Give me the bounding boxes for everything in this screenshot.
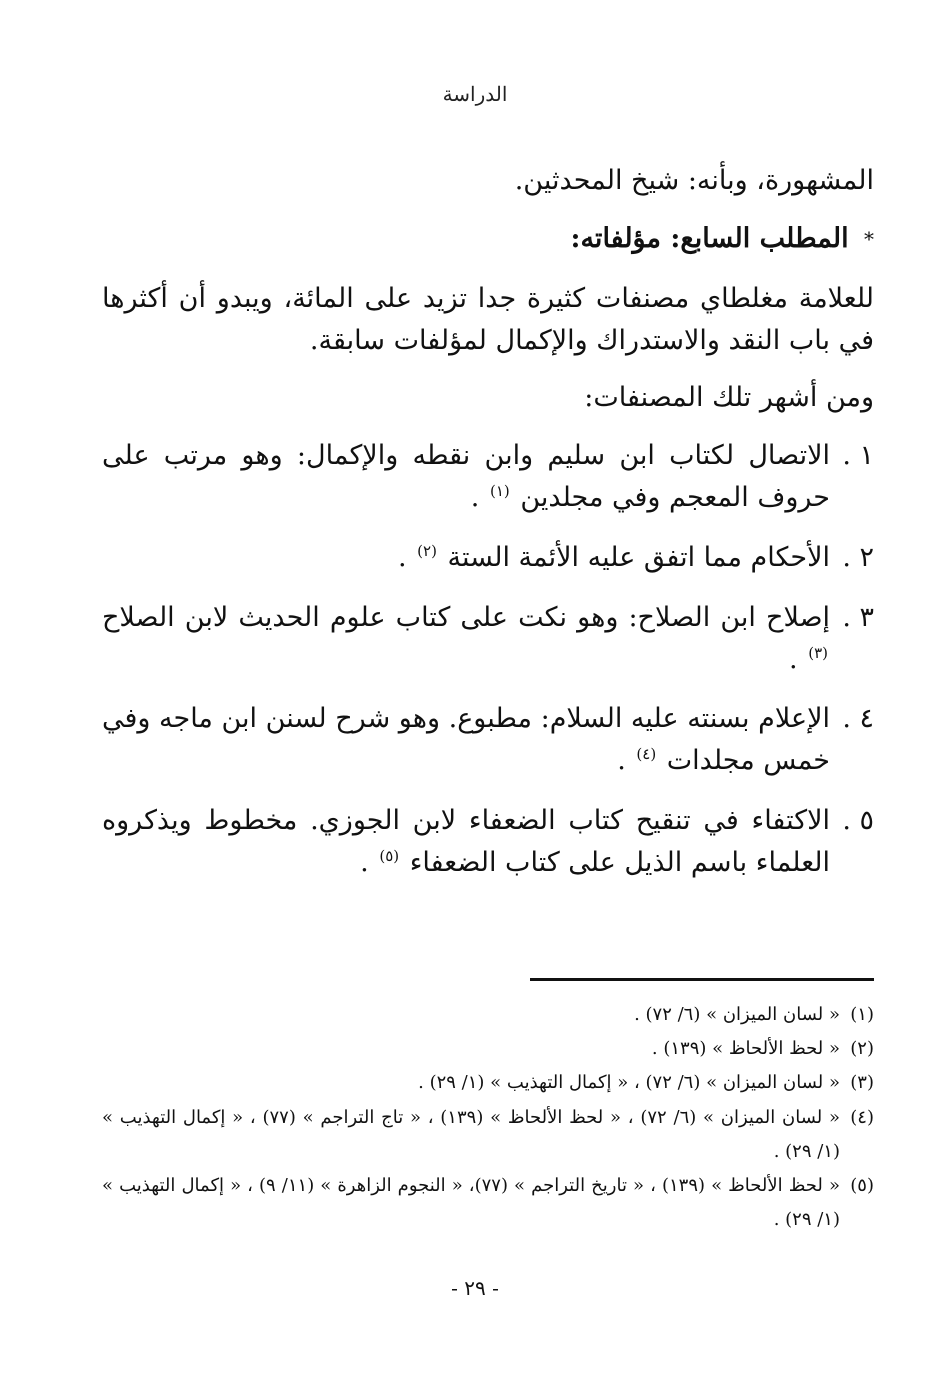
paragraph-overview: للعلامة مغلطاي مصنفات كثيرة جدا تزيد على المائة، ويبدو أن أكثرها في باب النقد والاستدراك والإكمال لمؤلفات سابقة. — [102, 282, 874, 356]
intro-line: المشهورة، وبأنه: شيخ المحدثين. — [514, 165, 874, 196]
footnotes — [102, 998, 874, 1237]
section-title: المطلب السابع: مؤلفاته: — [570, 222, 849, 254]
footnote — [102, 1066, 874, 1100]
list-item — [102, 698, 874, 782]
paragraph-list-intro: ومن أشهر تلك المصنفات: — [584, 382, 874, 414]
footnote-text: « لحظ الألحاظ » (١٣٩) . — [651, 1038, 840, 1060]
page-number: - ٢٩ - — [451, 1276, 499, 1300]
item-number: ١ . — [842, 440, 874, 472]
item-number: ٤ . — [842, 703, 874, 735]
item-body: الاتصال لكتاب ابن سليم وابن نقطه والإكمال: وهو مرتب على حروف المعجم وفي مجلدين — [102, 440, 830, 514]
footnote-ref: (٤) — [636, 745, 657, 764]
footnote — [102, 998, 874, 1032]
item-body: الاكتفاء في تنقيح كتاب الضعفاء لابن الجوزي. مخطوط ويذكروه العلماء باسم الذيل على كتاب الضعفاء — [102, 805, 830, 878]
item-body: الإعلام بسنته عليه السلام: مطبوع. وهو شرح لسنن ابن ماجه وفي خمس مجلدات — [102, 703, 830, 777]
footnote-text: « لسان الميزان » (٦/ ٧٢) ، « لحظ الألحاظ » (١٣٩) ، « تاج التراجم » (٧٧) ، « إكمال التهذيب » (١/ ٢٩) . — [102, 1106, 841, 1162]
footnote-ref: (٥) — [379, 846, 400, 865]
running-header: الدراسة — [442, 82, 508, 106]
item-end: . — [617, 745, 626, 777]
item-end: . — [789, 643, 798, 675]
item-text — [102, 537, 830, 579]
list-item — [102, 435, 874, 519]
footnote-text: « لسان الميزان » (٦/ ٧٢) . — [634, 1004, 840, 1025]
list-item — [102, 537, 874, 579]
footnote-ref: (٢) — [417, 541, 437, 560]
asterisk-marker: * — [864, 226, 874, 251]
footnote-number: (٥) — [850, 1174, 874, 1196]
footnote-ref: (٣) — [808, 643, 828, 662]
item-text — [102, 698, 830, 782]
item-body: إصلاح ابن الصلاح: وهو نكت على كتاب علوم الحديث لابن الصلاح — [102, 601, 830, 633]
footnote-number: (٤) — [850, 1106, 874, 1128]
item-end: . — [360, 846, 369, 878]
list-item — [102, 597, 874, 681]
item-number: ٢ . — [842, 541, 874, 573]
item-text — [102, 800, 830, 884]
item-number: ٥ . — [842, 805, 874, 837]
footnote — [102, 1032, 874, 1066]
footnote-separator — [530, 978, 874, 981]
footnote-text: « لسان الميزان » (٦/ ٧٢) ، « إكمال التهذيب » (١/ ٢٩) . — [418, 1072, 840, 1094]
item-body: الأحكام مما اتفق عليه الأئمة الستة — [447, 541, 830, 573]
item-number: ٣ . — [842, 601, 874, 633]
footnote-text: « لحظ الألحاظ » (١٣٩) ، « تاريخ التراجم » (٧٧)، « النجوم الزاهرة » (١١/ ٩) ، « إكمال التهذيب » (١/ ٢٩) . — [102, 1174, 840, 1231]
footnote-ref: (١) — [489, 482, 510, 501]
item-end: . — [397, 541, 407, 573]
footnote-number: (٣) — [850, 1072, 874, 1094]
item-text — [102, 435, 830, 519]
footnote — [102, 1169, 874, 1237]
item-end: . — [470, 482, 480, 514]
main-text — [102, 160, 874, 902]
list-item — [102, 800, 874, 884]
works-list — [102, 435, 874, 884]
footnote — [102, 1101, 874, 1169]
footnote-number: (٢) — [850, 1038, 874, 1060]
footnote-number: (١) — [850, 1004, 874, 1025]
section-heading — [102, 218, 874, 260]
item-text — [102, 597, 830, 681]
